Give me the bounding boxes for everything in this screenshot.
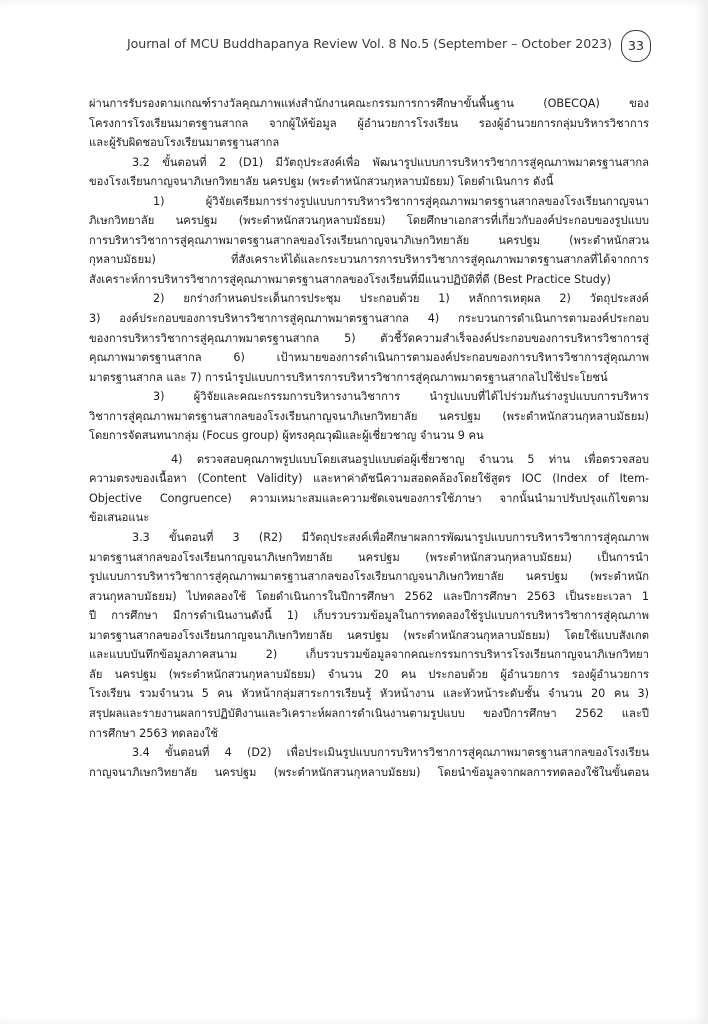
text-line: 1) ผู้วิจัยเตรียมการร่างรูปแบบการบริหารวิชาการสู่คุณภาพมาตรฐานสากลของโรงเรียนกาญจนา — [153, 194, 649, 208]
text-line: 3.2 ขั้นตอนที่ 2 (D1) มีวัตถุประสงค์เพื่อ พัฒนารูปแบบการบริหารวิชาการสู่คุณภาพมาตรฐานสากล — [132, 155, 649, 169]
text-line: ข้อเสนอแนะ — [89, 511, 150, 525]
text-line: การศึกษา 2563 ทดลองใช้ — [89, 726, 218, 740]
text-line: สวนกุหลาบมัธยม) ไปทดลองใช้ โดยดำเนินการในปีการศึกษา 2562 และปีการศึกษา 2563 เป็นระยะเวลา 1 — [89, 589, 649, 603]
text-line: โรงเรียน รวมจำนวน 5 คน หัวหน้ากลุ่มสาระการเรียนรู้ หัวหน้างาน และหัวหน้าระดับชั้น จำนวน 20 คน 3) — [89, 687, 649, 701]
page-number: 33 — [621, 30, 651, 62]
text-line: ของการบริหารวิชาการสู่คุณภาพมาตรฐานสากล 5) ตัวชี้วัดความสำเร็จองค์ประกอบของการบริหารวิชาการสู่ — [89, 331, 649, 345]
text-line: มาตรฐานสากลของโรงเรียนกาญจนาภิเษกวิทยาลัย นครปฐม (พระตำหนักสวนกุหลาบมัธยม) โดยใช้แบบสังเกต — [89, 628, 649, 642]
text-line: 3.4 ขั้นตอนที่ 4 (D2) เพื่อประเมินรูปแบบการบริหารวิชาการสู่คุณภาพมาตรฐานสากลของโรงเรียน — [132, 746, 649, 760]
text-line: โครงการโรงเรียนมาตรฐานสากล จากผู้ให้ข้อมูล ผู้อำนวยการโรงเรียน รองผู้อำนวยการกลุ่มบริหารวิชาการ — [89, 116, 649, 130]
text-line: คุณภาพมาตรฐานสากล 6) เป้าหมายของการดำเนินการตามองค์ประกอบของการบริหารวิชาการสู่คุณภาพ — [89, 351, 649, 365]
text-line: โดยการจัดสนทนากลุ่ม (Focus group) ผู้ทรงคุณวุฒิและผู้เชี่ยวชาญ จำนวน 9 คน — [89, 429, 484, 443]
text-line: 4) ตรวจสอบคุณภาพรูปแบบโดยเสนอรูปแบบต่อผู้เชี่ยวชาญ จำนวน 5 ท่าน เพื่อตรวจสอบ — [171, 452, 649, 466]
text-line: 3) องค์ประกอบของการบริหารวิชาการสู่คุณภาพมาตรฐานสากล 4) กระบวนการดำเนินการตามองค์ประกอบ — [89, 312, 649, 326]
text-line: กาญจนาภิเษกวิทยาลัย นครปฐม (พระตำหนักสวนกุหลาบมัธยม) โดยนำข้อมูลจากผลการทดลองใช้ในขั้นตอน — [89, 765, 649, 779]
text-line: รูปแบบการบริหารวิชาการสู่คุณภาพมาตรฐานสากลของโรงเรียนกาญจนาภิเษกวิทยาลัย นครปฐม (พระตำหนัก — [89, 570, 649, 584]
text-line: ลัย นครปฐม (พระตำหนักสวนกุหลาบมัธยม) จำนวน 20 คน ประกอบด้วย ผู้อำนวยการ รองผู้อำนวยการ — [89, 667, 649, 681]
body-text — [89, 94, 649, 782]
text-line: สังเคราะห์การบริหารวิชาการสู่คุณภาพมาตรฐานสากลของโรงเรียนที่มีแนวปฏิบัติที่ดี (Best Practice Study) — [89, 272, 611, 286]
text-line: 3.3 ขั้นตอนที่ 3 (R2) มีวัตถุประสงค์เพื่อศึกษาผลการพัฒนารูปแบบการบริหารวิชาการสู่คุณภาพ — [132, 531, 649, 545]
text-line: 2) ยกร่างกำหนดประเด็นการประชุม ประกอบด้วย 1) หลักการเหตุผล 2) วัตถุประสงค์ — [153, 292, 649, 306]
text-line: Objective Congruence) ความเหมาะสมและความชัดเจนของการใช้ภาษา จากนั้นนำมาปรับปรุงแก้ไขตาม — [89, 491, 649, 505]
text-line: ภิเษกวิทยาลัย นครปฐม (พระตำหนักสวนกุหลาบมัธยม) โดยศึกษาเอกสารที่เกี่ยวกับองค์ประกอบของรูปแบบ — [89, 214, 649, 228]
text-line: กุหลาบมัธยม) ที่สังเคราะห์ได้และกระบวนการการบริหารวิชาการสู่คุณภาพมาตรฐานสากลที่ได้จากการ — [89, 253, 649, 267]
text-line: ของโรงเรียนกาญจนาภิเษกวิทยาลัย นครปฐม (พระตำหนักสวนกุหลาบมัธยม) โดยดำเนินการ ดังนี้ — [89, 175, 554, 189]
text-line: ปี การศึกษา มีการดำเนินงานดังนี้ 1) เก็บรวบรวมข้อมูลในการทดลองใช้รูปแบบการบริหารวิชาการสู่คุณภาพ — [89, 609, 649, 623]
text-line: 3) ผู้วิจัยและคณะกรรมการบริหารงานวิชาการ นำรูปแบบที่ได้ไปร่วมกันร่างรูปแบบการบริหาร — [153, 390, 649, 404]
text-line: มาตรฐานสากล และ 7) การนำรูปแบบการบริหารการบริหารวิชาการสู่คุณภาพมาตรฐานสากลไปใช้ประโยชน์ — [89, 370, 608, 384]
text-line: ความตรงของเนื้อหา (Content Validity) และหาค่าดัชนีความสอดคล้องโดยใช้สูตร IOC (Index of Item- — [89, 472, 649, 486]
text-line: วิชาการสู่คุณภาพมาตรฐานสากลของโรงเรียนกาญจนาภิเษกวิทยาลัย นครปฐม (พระตำหนักสวนกุหลาบมัธยม) — [89, 409, 649, 423]
text-line: มาตรฐานสากลของโรงเรียนกาญจนาภิเษกวิทยาลัย นครปฐม (พระตำหนักสวนกุหลาบมัธยม) เป็นการนำ — [89, 550, 649, 564]
text-line: และแบบบันทึกข้อมูลภาคสนาม 2) เก็บรวบรวมข้อมูลจากคณะกรรมการบริหารโรงเรียนกาญจนาภิเษกวิทยา — [89, 648, 649, 662]
text-line: และผู้รับผิดชอบโรงเรียนมาตรฐานสากล — [89, 136, 280, 150]
text-line: สรุปผลและรายงานผลการปฏิบัติงานและวิเคราะห์ผลการดำเนินงานตามรูปแบบ ของปีการศึกษา 2562 และปี — [89, 706, 649, 720]
text-line: การบริหารวิชาการสู่คุณภาพมาตรฐานสากลของโรงเรียนกาญจนาภิเษกวิทยาลัย นครปฐม (พระตำหนักสวน — [89, 233, 649, 247]
running-header: Journal of MCU Buddhapanya Review Vol. 8 No.5 (September – October 2023) — [126, 36, 612, 51]
text-line: ผ่านการรับรองตามเกณฑ์รางวัลคุณภาพแห่งสำนักงานคณะกรรมการการศึกษาขั้นพื้นฐาน (OBECQA) ของ — [89, 97, 649, 110]
